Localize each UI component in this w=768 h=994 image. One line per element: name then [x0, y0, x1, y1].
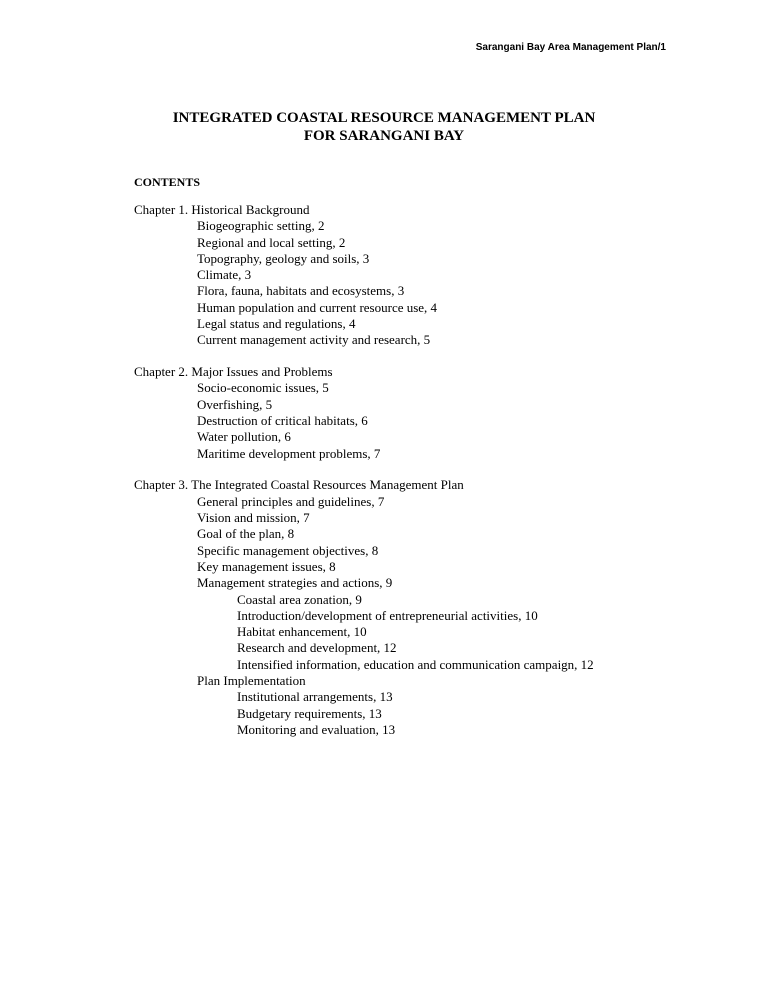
- toc-entry: Management strategies and actions, 9: [197, 575, 393, 591]
- contents-heading: CONTENTS: [134, 175, 201, 189]
- toc-subentry: Intensified information, education and communication campaign, 12: [237, 656, 594, 672]
- table-of-contents: [134, 202, 694, 754]
- toc-entry: Water pollution, 6: [197, 429, 291, 445]
- toc-chapter-title: Chapter 3. The Integrated Coastal Resources Management Plan: [134, 477, 464, 493]
- toc-entry: Climate, 3: [197, 267, 252, 283]
- toc-entry: Biogeographic setting, 2: [197, 218, 325, 234]
- toc-entry: Human population and current resource use, 4: [197, 299, 438, 315]
- toc-chapter-3: [134, 477, 694, 738]
- toc-entry: General principles and guidelines, 7: [197, 493, 385, 509]
- toc-entry: Topography, geology and soils, 3: [197, 250, 370, 266]
- toc-entry: Socio-economic issues, 5: [197, 380, 329, 396]
- toc-entry: Current management activity and research, 5: [197, 332, 431, 348]
- toc-entry: Destruction of critical habitats, 6: [197, 413, 368, 429]
- toc-chapter-title: Chapter 1. Historical Background: [134, 202, 310, 217]
- toc-subentry: Habitat enhancement, 10: [237, 624, 367, 640]
- toc-entry: Flora, fauna, habitats and ecosystems, 3: [197, 283, 405, 299]
- running-header: Sarangani Bay Area Management Plan/1: [475, 42, 666, 53]
- toc-subentry: Coastal area zonation, 9: [237, 591, 362, 607]
- toc-entry: Goal of the plan, 8: [197, 526, 295, 542]
- toc-section-title: Plan Implementation: [197, 673, 306, 689]
- toc-subentry: Budgetary requirements, 13: [237, 705, 382, 721]
- toc-subentry: Research and development, 12: [237, 640, 397, 656]
- toc-entry: Regional and local setting, 2: [197, 234, 346, 250]
- document-title: [0, 109, 768, 145]
- toc-subentry: Monitoring and evaluation, 13: [237, 721, 396, 737]
- toc-entry: Key management issues, 8: [197, 558, 336, 574]
- toc-entry: Overfishing, 5: [197, 396, 273, 412]
- document-title-line-2: FOR SARANGANI BAY: [303, 128, 465, 144]
- toc-chapter-2: [134, 364, 694, 462]
- document-title-line-1: INTEGRATED COASTAL RESOURCE MANAGEMENT PLAN: [172, 110, 596, 126]
- toc-entry: Specific management objectives, 8: [197, 542, 379, 558]
- toc-chapter-title: Chapter 2. Major Issues and Problems: [134, 364, 333, 380]
- toc-entry: Vision and mission, 7: [197, 510, 310, 526]
- toc-subentry: Institutional arrangements, 13: [237, 689, 393, 705]
- toc-chapter-1: [134, 202, 694, 349]
- toc-subentry: Introduction/development of entrepreneurial activities, 10: [237, 607, 538, 623]
- toc-entry: Maritime development problems, 7: [197, 445, 381, 461]
- toc-entry: Legal status and regulations, 4: [197, 316, 356, 332]
